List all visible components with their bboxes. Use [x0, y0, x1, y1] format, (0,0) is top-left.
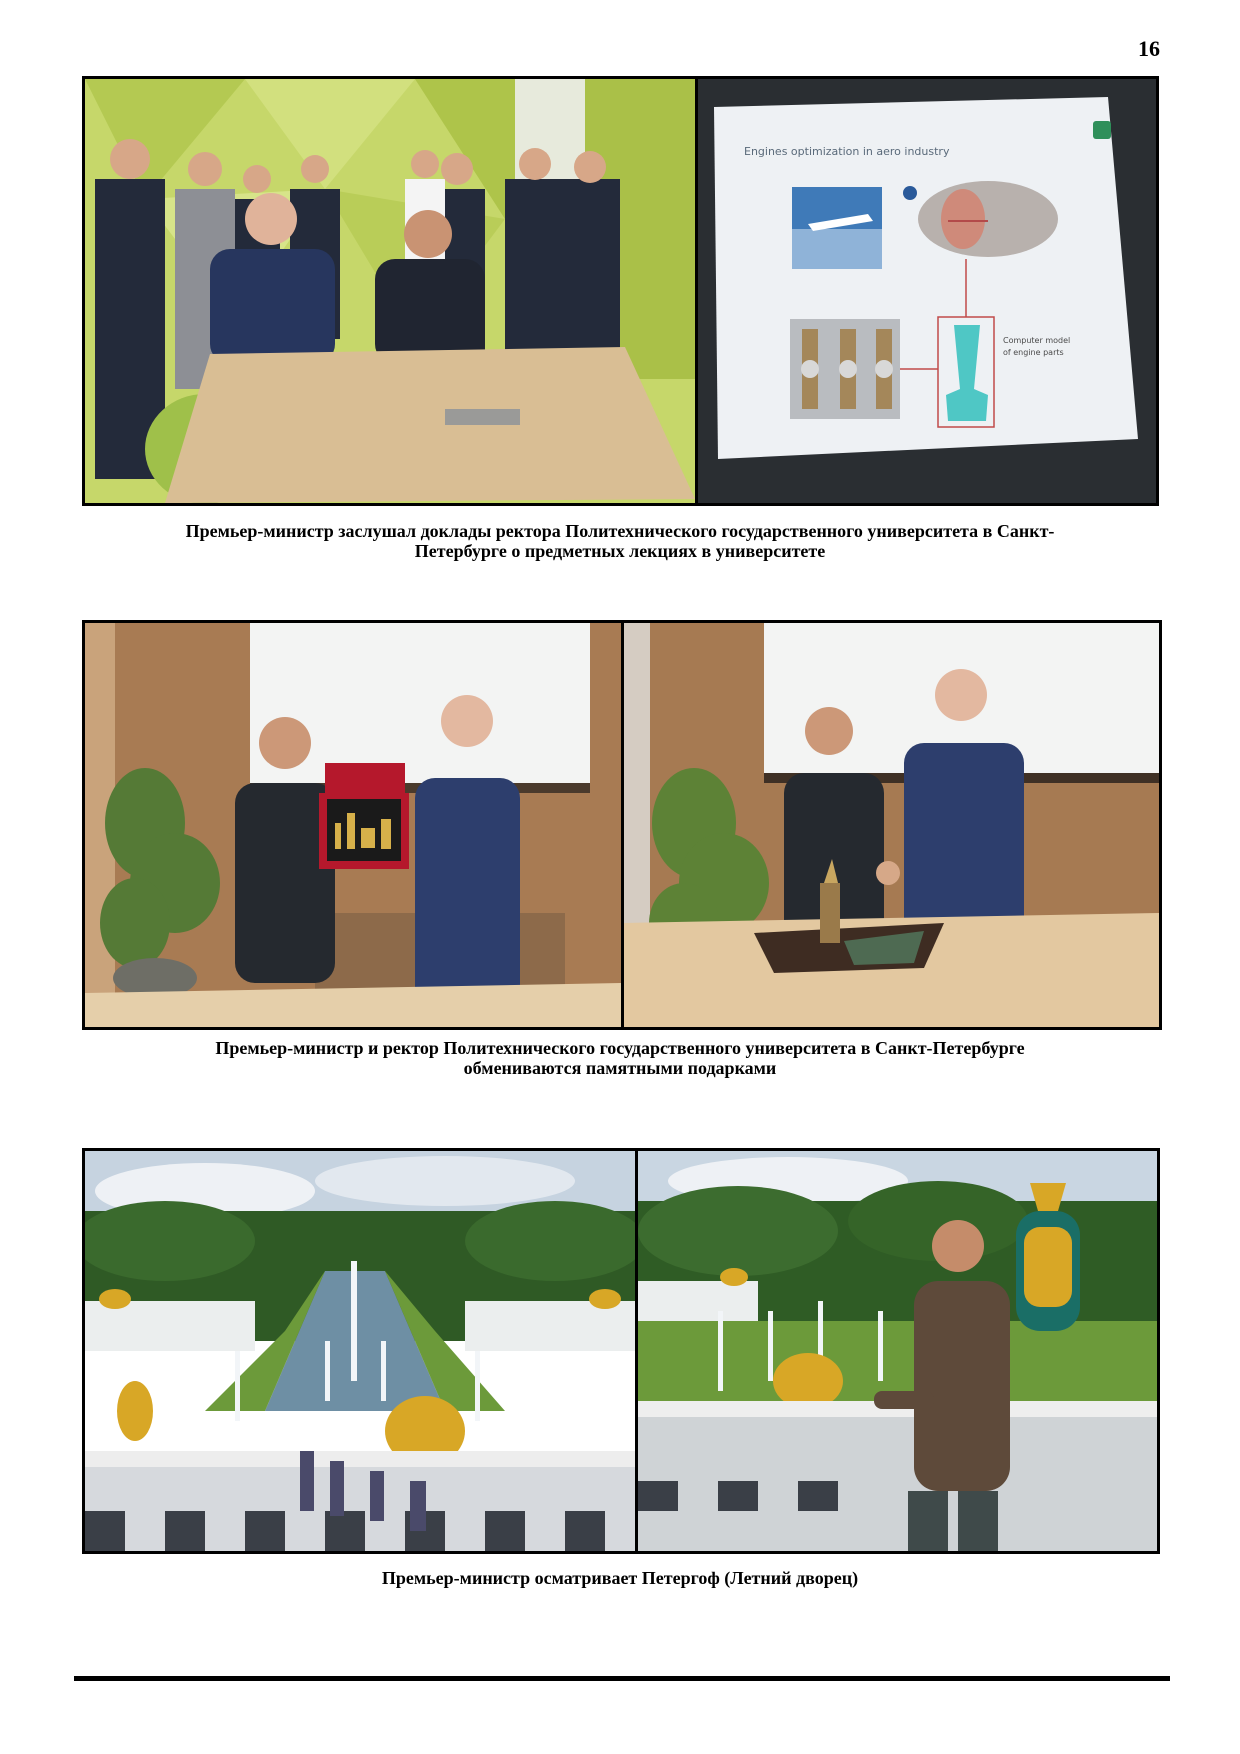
handshake-photo [621, 620, 1162, 1030]
caption-2-line-1: Премьер-министр и ректор Политехнического государственного университета в Санкт-Петербурге [215, 1038, 1025, 1058]
caption-1-line-1: Премьер-министр заслушал доклады ректора Политехнического государственного университета в Санкт- [185, 521, 1055, 541]
peterhof-terrace-photo [635, 1148, 1160, 1554]
meeting-room-photo [82, 76, 698, 506]
slide-logo-icon [1093, 121, 1111, 139]
caption-1 [60, 521, 1180, 561]
gift-presentation-photo [82, 620, 624, 1030]
caption-2-line-2: обмениваются памятными подарками [463, 1058, 777, 1078]
page-number: 16 [1138, 36, 1160, 61]
peterhof-fountains-photo [82, 1148, 638, 1554]
photo-row-2 [82, 620, 1162, 1030]
footer-rule [74, 1676, 1170, 1681]
photo-row-1 [82, 76, 1162, 506]
caption-1-line-2: Петербурге о предметных лекциях в университете [414, 541, 826, 561]
caption-2 [60, 1038, 1180, 1078]
caption-3 [60, 1568, 1180, 1588]
slide-label-line1: Computer model [1003, 336, 1071, 345]
slide-title: Engines optimization in aero industry [744, 145, 950, 158]
slide-label-line2: of engine parts [1003, 348, 1064, 357]
caption-3-line-1: Премьер-министр осматривает Петергоф (Летний дворец) [381, 1568, 859, 1588]
presentation-slide-photo [695, 76, 1159, 506]
photo-row-3 [82, 1148, 1160, 1554]
